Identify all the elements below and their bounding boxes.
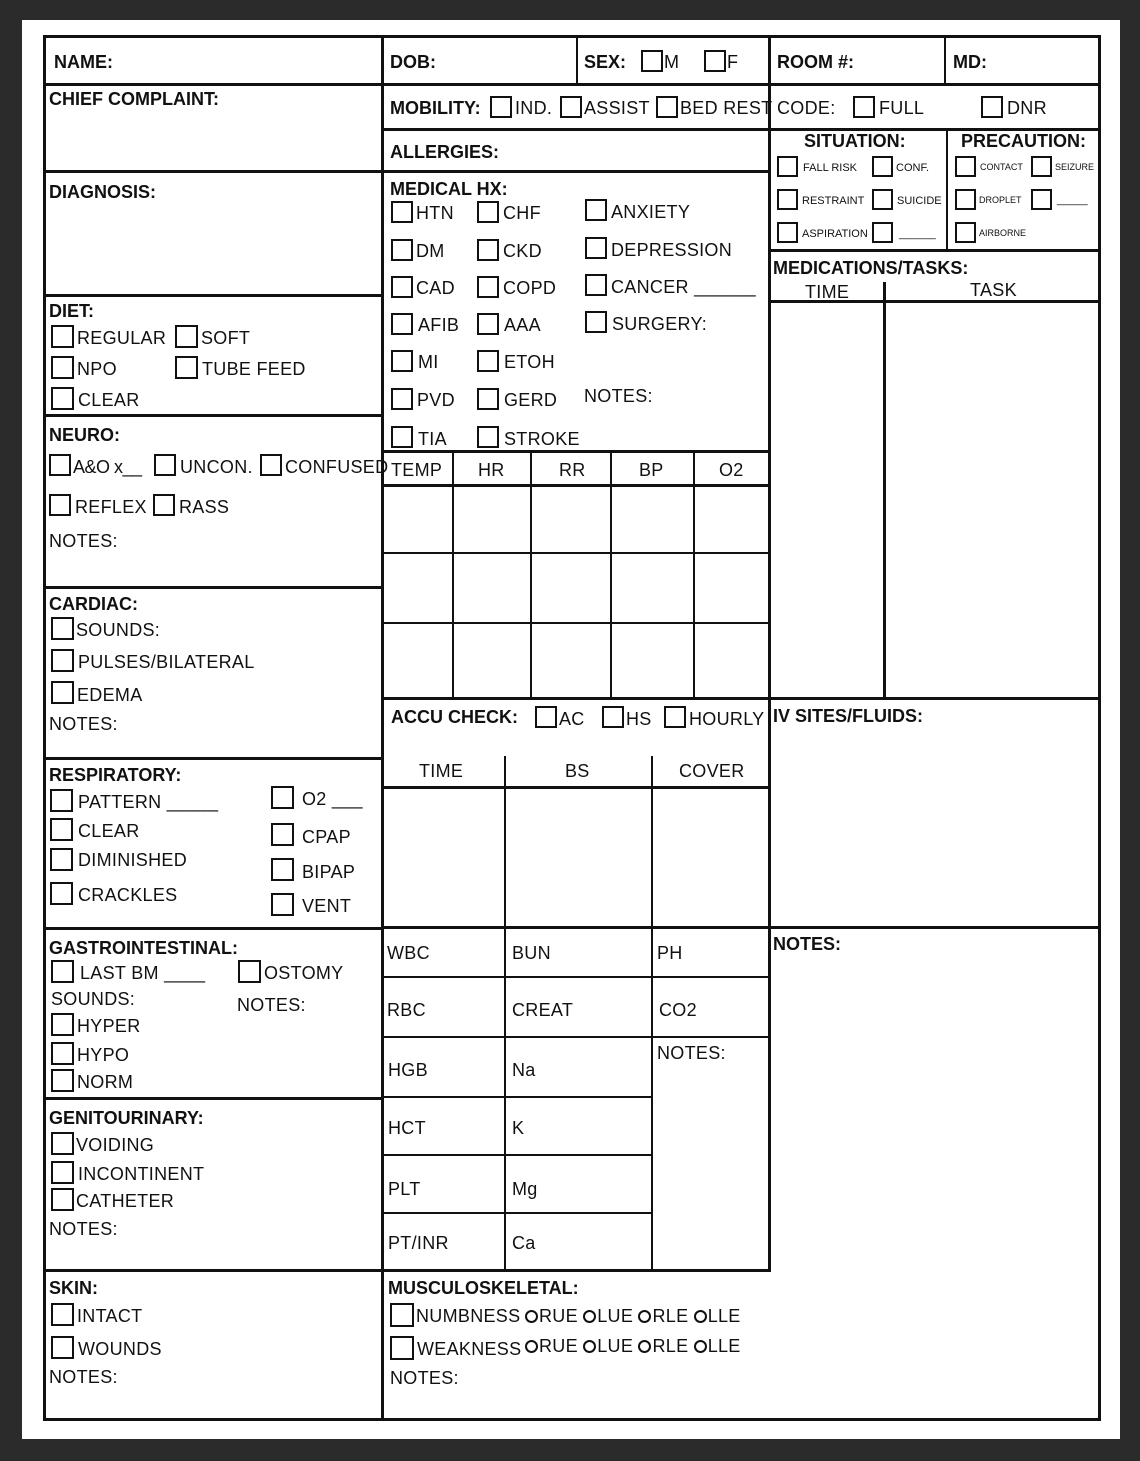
divider-mid-6 <box>381 1269 771 1272</box>
lab-na: Na <box>512 1060 536 1080</box>
lab-ph: PH <box>657 943 683 963</box>
gi-ostomy-checkbox[interactable] <box>238 960 261 983</box>
gi-sounds-label: SOUNDS: <box>51 989 136 1009</box>
aspiration-checkbox[interactable] <box>777 222 798 243</box>
contact-label: CONTACT <box>980 162 1023 172</box>
gi-hyper-checkbox[interactable] <box>51 1013 74 1036</box>
meds-col <box>883 282 886 698</box>
surgery-checkbox[interactable] <box>585 311 607 333</box>
gi-hypo-checkbox[interactable] <box>51 1042 74 1065</box>
musculo-label: MUSCULOSKELETAL: <box>388 1278 579 1298</box>
numbness-limbs <box>525 1306 741 1326</box>
weakness-checkbox[interactable] <box>390 1336 414 1360</box>
divider-lab-5 <box>381 1212 653 1214</box>
numbness-lle-label: LLE <box>707 1306 741 1326</box>
droplet-checkbox[interactable] <box>955 189 976 210</box>
restraint-label: RESTRAINT <box>802 195 865 207</box>
resp-o2-label: O2 ___ <box>302 789 363 809</box>
divider-vitals-head <box>381 484 771 487</box>
md-label: MD: <box>953 52 987 72</box>
gi-norm-checkbox[interactable] <box>51 1069 74 1092</box>
htn-checkbox[interactable] <box>391 201 413 223</box>
accu-col-2 <box>651 756 653 928</box>
lab-hgb: HGB <box>388 1060 428 1080</box>
skin-intact-checkbox[interactable] <box>51 1303 74 1326</box>
depression-label: DEPRESSION <box>611 240 733 260</box>
cancer-checkbox[interactable] <box>585 274 607 296</box>
mobility-ind-checkbox[interactable] <box>490 96 512 118</box>
neuro-ao-checkbox[interactable] <box>49 454 71 476</box>
neuro-uncon-label: UNCON. <box>180 457 253 477</box>
precaution-other-checkbox[interactable] <box>1031 189 1052 210</box>
droplet-label: DROPLET <box>979 195 1022 205</box>
stroke-checkbox[interactable] <box>477 426 499 448</box>
cardiac-edema-label: EDEMA <box>77 685 143 705</box>
divider-mid-4 <box>381 697 1101 700</box>
fall-risk-label: FALL RISK <box>803 162 858 174</box>
skin-label: SKIN: <box>49 1278 98 1298</box>
mobility-label: MOBILITY: <box>390 98 481 118</box>
divider-lab-4 <box>381 1154 653 1156</box>
neuro-rass-label: RASS <box>179 497 230 517</box>
divider-lab-2 <box>381 1036 771 1038</box>
lab-ca: Ca <box>512 1233 536 1253</box>
ckd-checkbox[interactable] <box>477 239 499 261</box>
numbness-rle-radio[interactable] <box>638 1310 651 1323</box>
vitals-col-1 <box>452 450 454 699</box>
diet-clear-label: CLEAR <box>78 390 140 410</box>
stroke-label: STROKE <box>504 429 580 449</box>
vitals-col-4 <box>693 450 695 699</box>
anxiety-checkbox[interactable] <box>585 199 607 221</box>
lab-wbc: WBC <box>387 943 430 963</box>
room-label: ROOM #: <box>777 52 855 72</box>
situation-other-checkbox[interactable] <box>872 222 893 243</box>
chf-checkbox[interactable] <box>477 201 499 223</box>
numbness-lue-radio[interactable] <box>583 1310 596 1323</box>
gi-norm-label: NORM <box>77 1072 134 1092</box>
cad-label: CAD <box>416 278 455 298</box>
numbness-lle-radio[interactable] <box>694 1310 707 1323</box>
divider-left-6 <box>43 927 383 930</box>
vitals-hr-header: HR <box>478 460 505 480</box>
resp-clear-checkbox[interactable] <box>50 818 73 841</box>
gu-label: GENITOURINARY: <box>49 1108 204 1128</box>
divider-left-5 <box>43 757 383 760</box>
accu-bs-header: BS <box>565 761 590 781</box>
neuro-uncon-checkbox[interactable] <box>154 454 176 476</box>
border-top <box>43 35 1101 38</box>
code-full-label: FULL <box>879 98 925 118</box>
lab-notes: NOTES: <box>657 1043 726 1063</box>
accu-hs-label: HS <box>626 709 652 729</box>
situation-other-blank: ______ <box>899 228 936 240</box>
weakness-label: WEAKNESS <box>417 1339 522 1359</box>
accu-col-1 <box>504 756 506 928</box>
mobility-assist-checkbox[interactable] <box>560 96 582 118</box>
lab-co2: CO2 <box>659 1000 697 1020</box>
resp-bipap-checkbox[interactable] <box>271 858 294 881</box>
lab-creat: CREAT <box>512 1000 574 1020</box>
resp-crackles-label: CRACKLES <box>78 885 178 905</box>
gi-hyper-label: HYPER <box>77 1016 141 1036</box>
etoh-checkbox[interactable] <box>477 350 499 372</box>
dm-checkbox[interactable] <box>391 239 413 261</box>
afib-checkbox[interactable] <box>391 313 413 335</box>
resp-diminished-label: DIMINISHED <box>78 850 188 870</box>
afib-label: AFIB <box>418 315 460 335</box>
lab-k: K <box>512 1118 525 1138</box>
meds-label: MEDICATIONS/TASKS: <box>773 258 969 278</box>
dm-label: DM <box>416 241 445 261</box>
divider-right-2 <box>768 249 1101 252</box>
gu-catheter-label: CATHETER <box>76 1191 175 1211</box>
code-dnr-label: DNR <box>1007 98 1047 118</box>
neuro-ao-label: A&O x__ <box>73 457 142 477</box>
diet-soft-label: SOFT <box>201 328 251 348</box>
vitals-col-2 <box>530 450 532 699</box>
weakness-lle-label: LLE <box>707 1336 741 1356</box>
skin-notes: NOTES: <box>49 1367 118 1387</box>
divider-left-4 <box>43 586 383 589</box>
lab-ptinr: PT/INR <box>388 1233 449 1253</box>
divider-lab-1 <box>381 976 771 978</box>
resp-clear-label: CLEAR <box>78 821 140 841</box>
numbness-lue-label: LUE <box>597 1306 634 1326</box>
vitals-rr-header: RR <box>559 460 586 480</box>
respiratory-label: RESPIRATORY: <box>49 765 182 785</box>
divider-left-2 <box>43 294 383 297</box>
resp-crackles-checkbox[interactable] <box>50 882 73 905</box>
cardiac-label: CARDIAC: <box>49 594 138 614</box>
mobility-bed-rest-checkbox[interactable] <box>656 96 678 118</box>
restraint-checkbox[interactable] <box>777 189 798 210</box>
conf-label: CONF. <box>896 162 929 174</box>
medical-hx-notes: NOTES: <box>584 386 653 406</box>
cad-checkbox[interactable] <box>391 276 413 298</box>
sex-f-label: F <box>727 52 739 72</box>
gu-catheter-checkbox[interactable] <box>51 1188 74 1211</box>
airborne-label: AIRBORNE <box>979 228 1027 238</box>
musculo-notes: NOTES: <box>390 1368 459 1388</box>
ckd-label: CKD <box>503 241 542 261</box>
code-dnr-checkbox[interactable] <box>981 96 1003 118</box>
tia-checkbox[interactable] <box>391 426 413 448</box>
sex-label: SEX: <box>584 52 627 72</box>
skin-wounds-checkbox[interactable] <box>51 1336 74 1359</box>
cardiac-edema-checkbox[interactable] <box>51 681 74 704</box>
seizure-checkbox[interactable] <box>1031 156 1052 177</box>
sex-m-label: M <box>664 52 680 72</box>
divider-mid-5 <box>381 926 1101 929</box>
gi-notes: NOTES: <box>237 995 306 1015</box>
pvd-checkbox[interactable] <box>391 388 413 410</box>
diet-clear-checkbox[interactable] <box>51 387 74 410</box>
accu-hourly-label: HOURLY <box>689 709 765 729</box>
divider-left-8 <box>43 1269 383 1272</box>
border-left <box>43 35 46 1421</box>
lab-mg: Mg <box>512 1179 538 1199</box>
mobility-bed-rest-label: BED REST <box>680 98 773 118</box>
aspiration-label: ASPIRATION <box>802 228 868 240</box>
diet-npo-label: NPO <box>77 359 117 379</box>
resp-o2-checkbox[interactable] <box>271 786 294 809</box>
neuro-reflex-label: REFLEX <box>75 497 147 517</box>
gi-hypo-label: HYPO <box>77 1045 130 1065</box>
gu-incontinent-checkbox[interactable] <box>51 1161 74 1184</box>
accu-hourly-checkbox[interactable] <box>664 706 686 728</box>
code-full-checkbox[interactable] <box>853 96 875 118</box>
gi-label: GASTROINTESTINAL: <box>49 938 238 958</box>
vitals-col-3 <box>610 450 612 699</box>
diet-tube-feed-checkbox[interactable] <box>175 356 198 379</box>
cancer-label: CANCER ______ <box>611 277 756 297</box>
divider-left-7 <box>43 1097 383 1100</box>
weakness-lue-label: LUE <box>597 1336 634 1356</box>
numbness-rue-radio[interactable] <box>525 1310 538 1323</box>
gi-last-bm-checkbox[interactable] <box>51 960 74 983</box>
situation-label: SITUATION: <box>804 131 906 151</box>
meds-task-header: TASK <box>970 280 1017 300</box>
depression-checkbox[interactable] <box>585 237 607 259</box>
diet-tube-feed-label: TUBE FEED <box>202 359 306 379</box>
contact-checkbox[interactable] <box>955 156 976 177</box>
neuro-notes: NOTES: <box>49 531 118 551</box>
notes-right-label: NOTES: <box>773 934 842 954</box>
pvd-label: PVD <box>417 390 455 410</box>
gi-last-bm-label: LAST BM ____ <box>80 963 206 983</box>
resp-pattern-checkbox[interactable] <box>50 789 73 812</box>
accu-label: ACCU CHECK: <box>391 707 518 727</box>
gerd-label: GERD <box>504 390 558 410</box>
diet-regular-label: REGULAR <box>77 328 167 348</box>
airborne-checkbox[interactable] <box>955 222 976 243</box>
gi-ostomy-label: OSTOMY <box>264 963 344 983</box>
gu-incontinent-label: INCONTINENT <box>78 1164 205 1184</box>
sex-m-checkbox[interactable] <box>641 50 663 72</box>
mi-checkbox[interactable] <box>391 350 413 372</box>
neuro-label: NEURO: <box>49 425 120 445</box>
lab-rbc: RBC <box>387 1000 426 1020</box>
weakness-rle-label: RLE <box>652 1336 689 1356</box>
resp-bipap-label: BIPAP <box>302 862 356 882</box>
divider-col-2 <box>768 35 771 1271</box>
allergies-label: ALLERGIES: <box>390 142 500 162</box>
resp-cpap-checkbox[interactable] <box>271 823 294 846</box>
precaution-other-blank: _____ <box>1057 194 1088 206</box>
precaution-label: PRECAUTION: <box>961 131 1086 151</box>
divider-mid-2 <box>381 170 771 173</box>
aaa-label: AAA <box>504 315 541 335</box>
mobility-ind-label: IND. <box>515 98 553 118</box>
weakness-lue-radio[interactable] <box>583 1340 596 1353</box>
iv-sites-label: IV SITES/FLUIDS: <box>773 706 924 726</box>
divider-header-sex <box>576 35 578 85</box>
sex-f-checkbox[interactable] <box>704 50 726 72</box>
meds-time-header: TIME <box>805 282 850 302</box>
diet-regular-checkbox[interactable] <box>51 325 74 348</box>
lab-hct: HCT <box>388 1118 426 1138</box>
suicide-checkbox[interactable] <box>872 189 893 210</box>
gu-voiding-checkbox[interactable] <box>51 1132 74 1155</box>
diagnosis-label: DIAGNOSIS: <box>49 182 157 202</box>
skin-wounds-label: WOUNDS <box>78 1339 162 1359</box>
code-label: CODE: <box>777 98 836 118</box>
divider-vitals-row1 <box>381 552 771 554</box>
neuro-confused-label: CONFUSED <box>285 457 389 477</box>
copd-label: COPD <box>503 278 557 298</box>
weakness-rue-radio[interactable] <box>525 1340 538 1353</box>
accu-hs-checkbox[interactable] <box>602 706 624 728</box>
cardiac-pulses-label: PULSES/BILATERAL <box>78 652 255 672</box>
divider-accu-head <box>381 786 771 789</box>
etoh-label: ETOH <box>504 352 555 372</box>
gu-voiding-label: VOIDING <box>76 1135 155 1155</box>
cardiac-pulses-checkbox[interactable] <box>51 649 74 672</box>
divider-situation <box>946 128 948 250</box>
diet-soft-checkbox[interactable] <box>175 325 198 348</box>
divider-mid-3 <box>381 450 771 453</box>
divider-header-md <box>944 35 946 85</box>
border-right <box>1098 35 1101 1421</box>
lab-plt: PLT <box>388 1179 421 1199</box>
divider-mid-1 <box>381 128 771 131</box>
neuro-rass-checkbox[interactable] <box>153 494 175 516</box>
divider-header-row <box>43 83 1101 86</box>
skin-intact-label: INTACT <box>77 1306 143 1326</box>
labs-col-1 <box>504 926 506 1270</box>
weakness-limbs <box>525 1336 741 1356</box>
neuro-confused-checkbox[interactable] <box>260 454 282 476</box>
vitals-temp-header: TEMP <box>391 460 443 480</box>
htn-label: HTN <box>416 203 454 223</box>
diet-label: DIET: <box>49 301 94 321</box>
accu-ac-checkbox[interactable] <box>535 706 557 728</box>
mi-label: MI <box>418 352 439 372</box>
gu-notes: NOTES: <box>49 1219 118 1239</box>
weakness-rue-label: RUE <box>539 1336 578 1356</box>
suicide-label: SUICIDE <box>897 195 942 207</box>
resp-pattern-label: PATTERN _____ <box>78 792 219 812</box>
divider-left-3 <box>43 414 383 417</box>
weakness-lle-radio[interactable] <box>694 1340 707 1353</box>
weakness-rle-radio[interactable] <box>638 1340 651 1353</box>
mobility-assist-label: ASSIST <box>584 98 650 118</box>
accu-cover-header: COVER <box>679 761 745 781</box>
numbness-rle-label: RLE <box>652 1306 689 1326</box>
cardiac-sounds-label: SOUNDS: <box>76 620 161 640</box>
copd-checkbox[interactable] <box>477 276 499 298</box>
tia-label: TIA <box>418 429 447 449</box>
seizure-label: SEIZURE <box>1055 162 1095 172</box>
border-bottom <box>43 1418 1101 1421</box>
resp-vent-checkbox[interactable] <box>271 893 294 916</box>
accu-ac-label: AC <box>559 709 585 729</box>
vitals-bp-header: BP <box>639 460 664 480</box>
lab-bun: BUN <box>512 943 551 963</box>
resp-cpap-label: CPAP <box>302 827 351 847</box>
medical-hx-label: MEDICAL HX: <box>390 179 508 199</box>
report-sheet <box>22 20 1120 1439</box>
chief-complaint-label: CHIEF COMPLAINT: <box>49 89 219 109</box>
dob-label: DOB: <box>390 52 436 72</box>
divider-left-1 <box>43 170 383 173</box>
conf-checkbox[interactable] <box>872 156 893 177</box>
anxiety-label: ANXIETY <box>611 202 691 222</box>
gerd-checkbox[interactable] <box>477 388 499 410</box>
cardiac-notes: NOTES: <box>49 714 118 734</box>
numbness-rue-label: RUE <box>539 1306 578 1326</box>
vitals-o2-header: O2 <box>719 460 744 480</box>
aaa-checkbox[interactable] <box>477 313 499 335</box>
accu-time-header: TIME <box>419 761 464 781</box>
numbness-checkbox[interactable] <box>390 1303 414 1327</box>
cardiac-sounds-checkbox[interactable] <box>51 617 74 640</box>
name-label: NAME: <box>54 52 113 72</box>
fall-risk-checkbox[interactable] <box>777 156 798 177</box>
divider-lab-3 <box>381 1096 653 1098</box>
chf-label: CHF <box>503 203 541 223</box>
neuro-reflex-checkbox[interactable] <box>49 494 71 516</box>
labs-col-2 <box>651 926 653 1270</box>
diet-npo-checkbox[interactable] <box>51 356 74 379</box>
surgery-label: SURGERY: <box>612 314 708 334</box>
numbness-label: NUMBNESS <box>416 1306 521 1326</box>
divider-vitals-row2 <box>381 622 771 624</box>
resp-diminished-checkbox[interactable] <box>50 848 73 871</box>
resp-vent-label: VENT <box>302 896 352 916</box>
